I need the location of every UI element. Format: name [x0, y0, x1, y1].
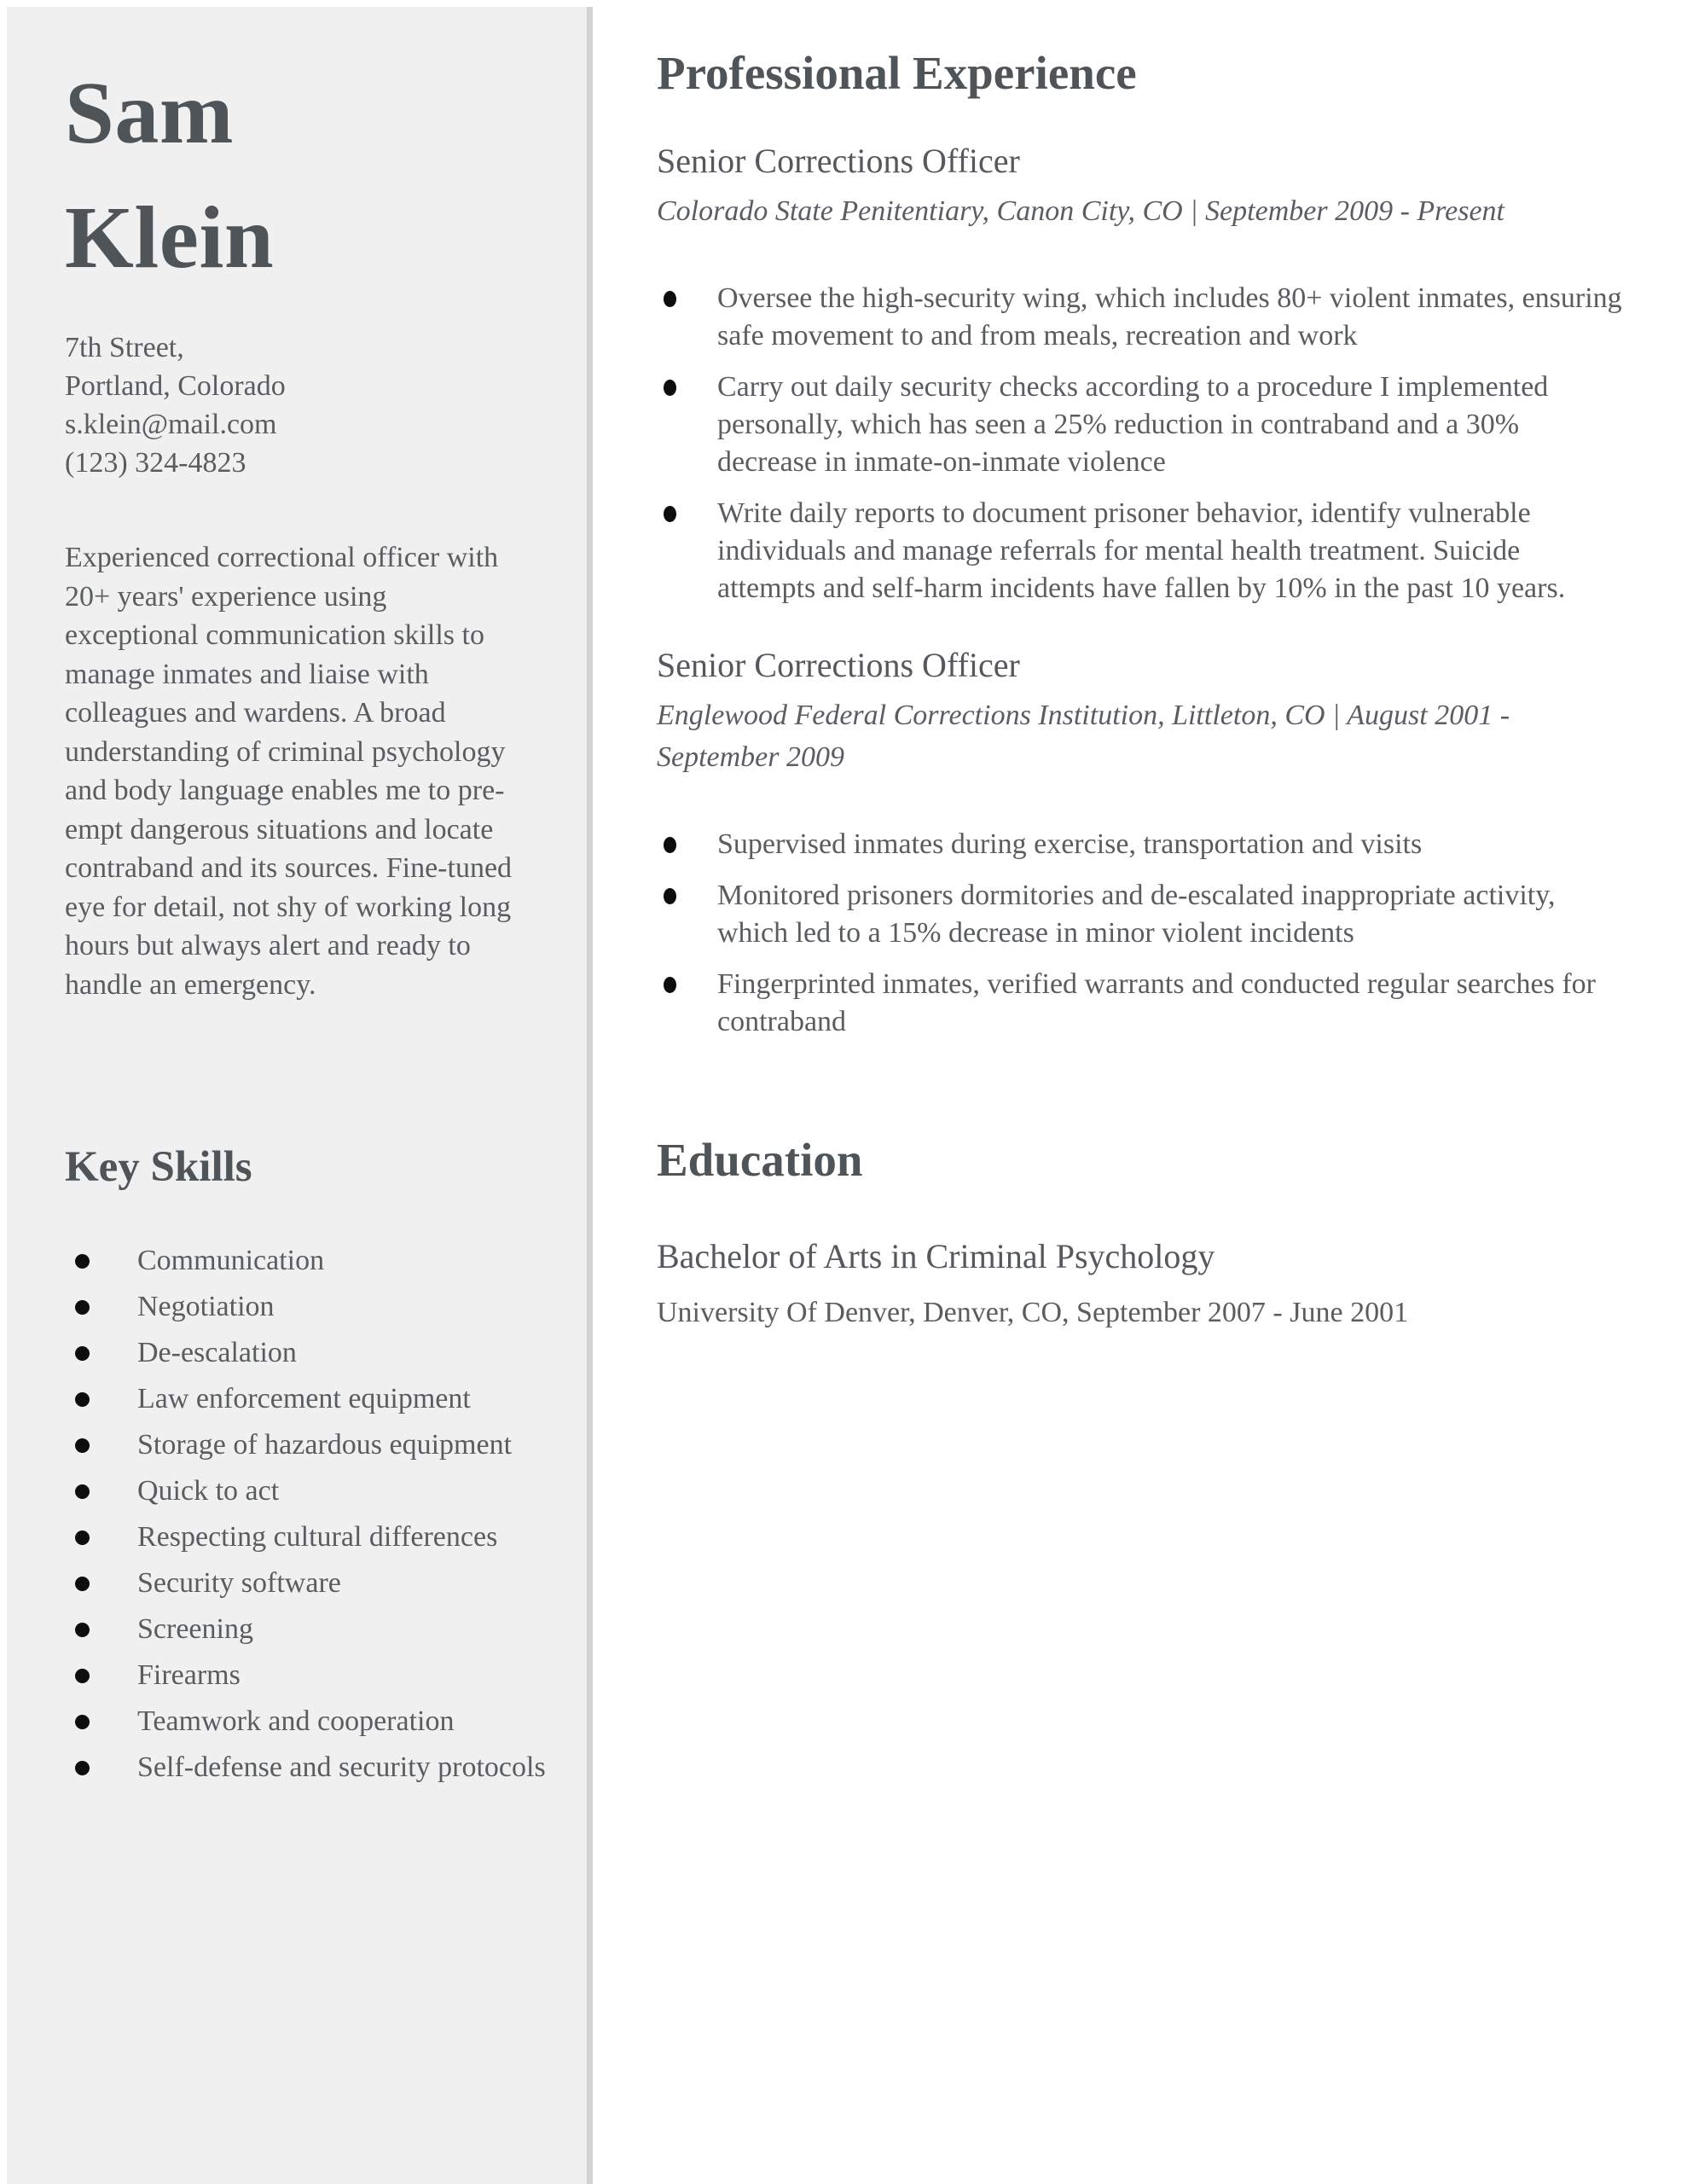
bullet-text: Write daily reports to document prisoner behavior, identify vulnerable individuals and manage referrals for mental health treatment. Suicide attempts and self-harm incidents have fallen by 10% in the past 10 years. [717, 497, 1566, 604]
bullet-text: Carry out daily security checks according to a procedure I implemented personally, which has seen a 25% reduction in contraband and a 30% decrease in inmate-on-inmate violence [717, 370, 1549, 478]
bullet-icon [75, 1531, 90, 1545]
job-meta: Englewood Federal Corrections Institution, Littleton, CO | August 2001 - September 2009 [657, 699, 1510, 773]
sidebar-divider [587, 7, 593, 2184]
address-line-2: Portland, Colorado [65, 370, 286, 403]
list-item [65, 1606, 548, 1653]
sidebar [7, 7, 587, 2184]
bullet-icon [75, 1300, 90, 1315]
list-item [65, 1238, 548, 1284]
education-section-heading: Education [657, 1133, 863, 1186]
list-item [65, 1745, 548, 1791]
list-item [657, 826, 1629, 863]
list-item [65, 1468, 548, 1514]
bullet-icon [664, 837, 676, 853]
experience-section-heading: Professional Experience [657, 47, 1137, 99]
phone-text: (123) 324-4823 [65, 447, 246, 479]
education-section [657, 1131, 1629, 1333]
bullet-icon [75, 1254, 90, 1269]
key-skills-heading: Key Skills [65, 1143, 252, 1192]
bullet-icon [75, 1623, 90, 1637]
list-item [65, 1284, 548, 1330]
bullet-icon [75, 1761, 90, 1775]
skill-label: Security software [137, 1567, 341, 1600]
skill-label: Law enforcement equipment [137, 1383, 471, 1415]
job-title: Senior Corrections Officer [657, 141, 1020, 180]
list-item [65, 1514, 548, 1560]
professional-summary: Experienced correctional officer with 20+ years' experience using exceptional communication skills to manage inmates and liaise with colleagues and wardens. A broad understanding of criminal psychology and body language enables me to pre-empt dangerous situations and locate contraband and its sources. Fine-tuned eye for detail, not shy of working long hours but always alert and ready to handle an emergency. [65, 542, 513, 1001]
bullet-icon [75, 1577, 90, 1591]
job-meta: Colorado State Penitentiary, Canon City, CO | September 2009 - Present [657, 195, 1504, 227]
list-item [657, 280, 1629, 355]
skill-label: De-escalation [137, 1337, 297, 1369]
skill-label: Quick to act [137, 1475, 280, 1507]
job-entry [657, 643, 1629, 1041]
bullet-icon [75, 1346, 90, 1361]
job-bullet-list [657, 280, 1629, 607]
skill-label: Respecting cultural differences [137, 1521, 498, 1554]
list-item [657, 966, 1629, 1041]
bullet-text: Supervised inmates during exercise, transportation and visits [717, 828, 1423, 860]
list-item [65, 1560, 548, 1606]
bullet-icon [75, 1715, 90, 1729]
list-item [65, 1330, 548, 1376]
key-skills-list [65, 1238, 548, 1791]
bullet-icon [664, 977, 676, 993]
job-entry [657, 139, 1629, 607]
job-bullet-list [657, 826, 1629, 1041]
bullet-icon [664, 506, 676, 522]
list-item [65, 1422, 548, 1468]
school-line: University Of Denver, Denver, CO, September 2007 - June 2001 [657, 1296, 1409, 1328]
list-item [657, 369, 1629, 481]
list-item [657, 877, 1629, 952]
bullet-icon [664, 291, 676, 307]
list-item [65, 1699, 548, 1745]
bullet-icon [75, 1438, 90, 1453]
candidate-first-name: Sam [65, 64, 234, 162]
address-line-1: 7th Street, [65, 332, 184, 364]
bullet-icon [75, 1392, 90, 1407]
skill-label: Communication [137, 1245, 325, 1277]
bullet-text: Monitored prisoners dormitories and de-escalated inappropriate activity, which led to a 15% decrease in minor violent incidents [717, 879, 1556, 949]
skill-label: Negotiation [137, 1291, 275, 1323]
main-column [657, 0, 1629, 1333]
skill-label: Screening [137, 1613, 253, 1646]
bullet-icon [75, 1669, 90, 1683]
candidate-name [65, 51, 548, 299]
bullet-icon [664, 888, 676, 904]
candidate-last-name: Klein [65, 188, 275, 287]
job-title: Senior Corrections Officer [657, 645, 1020, 684]
skill-label: Firearms [137, 1659, 241, 1692]
list-item [65, 1376, 548, 1422]
skill-label: Storage of hazardous equipment [137, 1429, 513, 1461]
bullet-icon [664, 380, 676, 396]
degree-title: Bachelor of Arts in Criminal Psychology [657, 1236, 1215, 1275]
skill-label: Self-defense and security protocols [137, 1751, 546, 1784]
bullet-icon [75, 1484, 90, 1499]
list-item [657, 495, 1629, 607]
contact-block [65, 328, 548, 482]
list-item [65, 1653, 548, 1699]
bullet-text: Fingerprinted inmates, verified warrants and conducted regular searches for contraband [717, 967, 1596, 1037]
email-text: s.klein@mail.com [65, 409, 277, 441]
skill-label: Teamwork and cooperation [137, 1705, 455, 1738]
bullet-text: Oversee the high-security wing, which includes 80+ violent inmates, ensuring safe movement to and from meals, recreation and work [717, 282, 1622, 351]
